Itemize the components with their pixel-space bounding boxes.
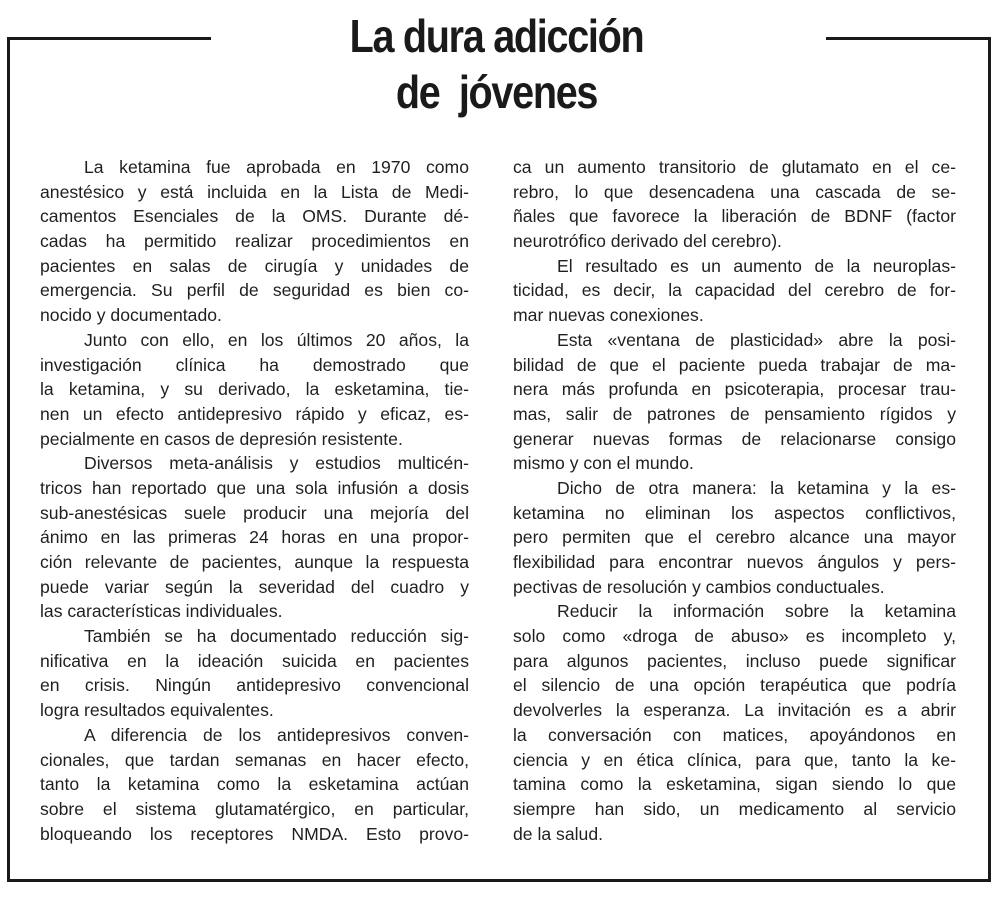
body-text-line: el silencio de una opción terapéutica que podría: [513, 675, 956, 696]
body-text-line: la ketamina, y su derivado, la esketamina, tie-: [40, 379, 469, 400]
body-text-line: tamina como la esketamina, sigan siendo lo que: [513, 774, 956, 795]
body-text-line: mar nuevas conexiones.: [513, 305, 704, 326]
body-text-line: pectivas de resolución y cambios conductuales.: [513, 576, 885, 597]
body-text-line: tricos han reportado que una sola infusión a dosis: [40, 477, 469, 498]
body-text-line: El resultado es un aumento de la neuroplas-: [557, 255, 956, 276]
body-text-line: la conversación con matices, apoyándonos en: [513, 724, 956, 745]
body-text-line: bilidad de que el paciente pueda trabajar de ma-: [513, 354, 956, 375]
body-text-line: ciencia y en ética clínica, para que, tanto la ke-: [513, 749, 956, 770]
body-text-line: puede variar según la severidad del cuadro y: [40, 576, 469, 597]
body-text-line: Junto con ello, en los últimos 20 años, la: [84, 329, 469, 350]
body-text-line: ca un aumento transitorio de glutamato en el ce-: [513, 157, 956, 177]
body-text-line: mismo y con el mundo.: [513, 453, 694, 474]
body-text-line: pacientes en salas de cirugía y unidades de: [40, 255, 469, 276]
body-text-line: También se ha documentado reducción sig-: [84, 626, 469, 647]
headline-line-2: de jóvenes: [395, 66, 598, 118]
body-text-line: para algunos pacientes, incluso puede significar: [513, 650, 956, 671]
body-text-line: sub-anestésicas suele producir una mejoría del: [40, 502, 469, 523]
body-text-line: nen un efecto antidepresivo rápido y eficaz, es-: [40, 403, 469, 424]
body-text-line: de la salud.: [513, 823, 603, 844]
article-column-left: [40, 155, 469, 846]
body-text-line: La ketamina fue aprobada en 1970 como: [84, 157, 469, 177]
body-text-line: solo como «droga de abuso» es incompleto y,: [513, 626, 956, 647]
body-text-line: bloqueando los receptores NMDA. Esto provo-: [40, 823, 469, 844]
headline-line-1: La dura adicción: [349, 10, 644, 62]
body-text-line: Dicho de otra manera: la ketamina y la es-: [557, 477, 956, 498]
body-text-line: ánimo en las primeras 24 horas en una propor-: [40, 527, 469, 548]
body-text-line: nificativa en la ideación suicida en pacientes: [40, 650, 469, 671]
body-text-line: ñales que favorece la liberación de BDNF (factor: [513, 206, 956, 227]
body-text-line: generar nuevas formas de relacionarse consigo: [513, 428, 956, 449]
body-text-line: pero permiten que el cerebro alcance una mayor: [513, 527, 956, 548]
body-text-line: anestésico y está incluida en la Lista de Medi-: [40, 181, 469, 202]
body-text-line: logra resultados equivalentes.: [40, 700, 274, 721]
body-text-line: investigación clínica ha demostrado que: [40, 354, 469, 375]
body-text-line: camentos Esenciales de la OMS. Durante dé-: [40, 206, 469, 227]
body-text-line: nera más profunda en psicoterapia, procesar trau-: [513, 379, 956, 400]
body-text-line: cadas ha permitido realizar procedimientos en: [40, 231, 469, 252]
article-column-right: [513, 155, 956, 846]
body-text-line: Reducir la información sobre la ketamina: [557, 601, 956, 622]
body-text-line: siempre han sido, un medicamento al servicio: [513, 798, 956, 819]
body-text-line: sobre el sistema glutamatérgico, en particular,: [40, 798, 469, 819]
body-text-line: tanto la ketamina como la esketamina actúan: [40, 774, 469, 795]
body-text-line: devolverles la esperanza. La invitación es a abrir: [513, 700, 956, 721]
body-text-line: cionales, que tardan semanas en hacer efecto,: [40, 749, 469, 770]
body-text-line: flexibilidad para encontrar nuevos ángulos y pers-: [513, 552, 956, 572]
body-text-line: pecialmente en casos de depresión resistente.: [40, 428, 403, 449]
body-text-line: las características individuales.: [40, 601, 283, 622]
body-text-line: en crisis. Ningún antidepresivo convencional: [40, 675, 469, 696]
body-text-line: Diversos meta-análisis y estudios multicén-: [84, 453, 469, 474]
body-text-line: rebro, lo que desencadena una cascada de se-: [513, 181, 956, 202]
body-text-line: Esta «ventana de plasticidad» abre la posi-: [557, 329, 956, 350]
body-text-line: ción relevante de pacientes, aunque la respuesta: [40, 552, 469, 572]
body-text-line: ticidad, es decir, la capacidad del cerebro de for-: [513, 280, 956, 301]
body-text-line: nocido y documentado.: [40, 305, 222, 326]
body-text-line: A diferencia de los antidepresivos conven-: [84, 724, 469, 745]
body-text-line: mas, salir de patrones de pensamiento rígidos y: [513, 403, 956, 424]
body-text-line: neurotrófico derivado del cerebro).: [513, 231, 782, 252]
article-headline: [70, 8, 924, 120]
body-text-line: emergencia. Su perfil de seguridad es bien co-: [40, 280, 469, 301]
body-text-line: ketamina no eliminan los aspectos conflictivos,: [513, 502, 956, 523]
